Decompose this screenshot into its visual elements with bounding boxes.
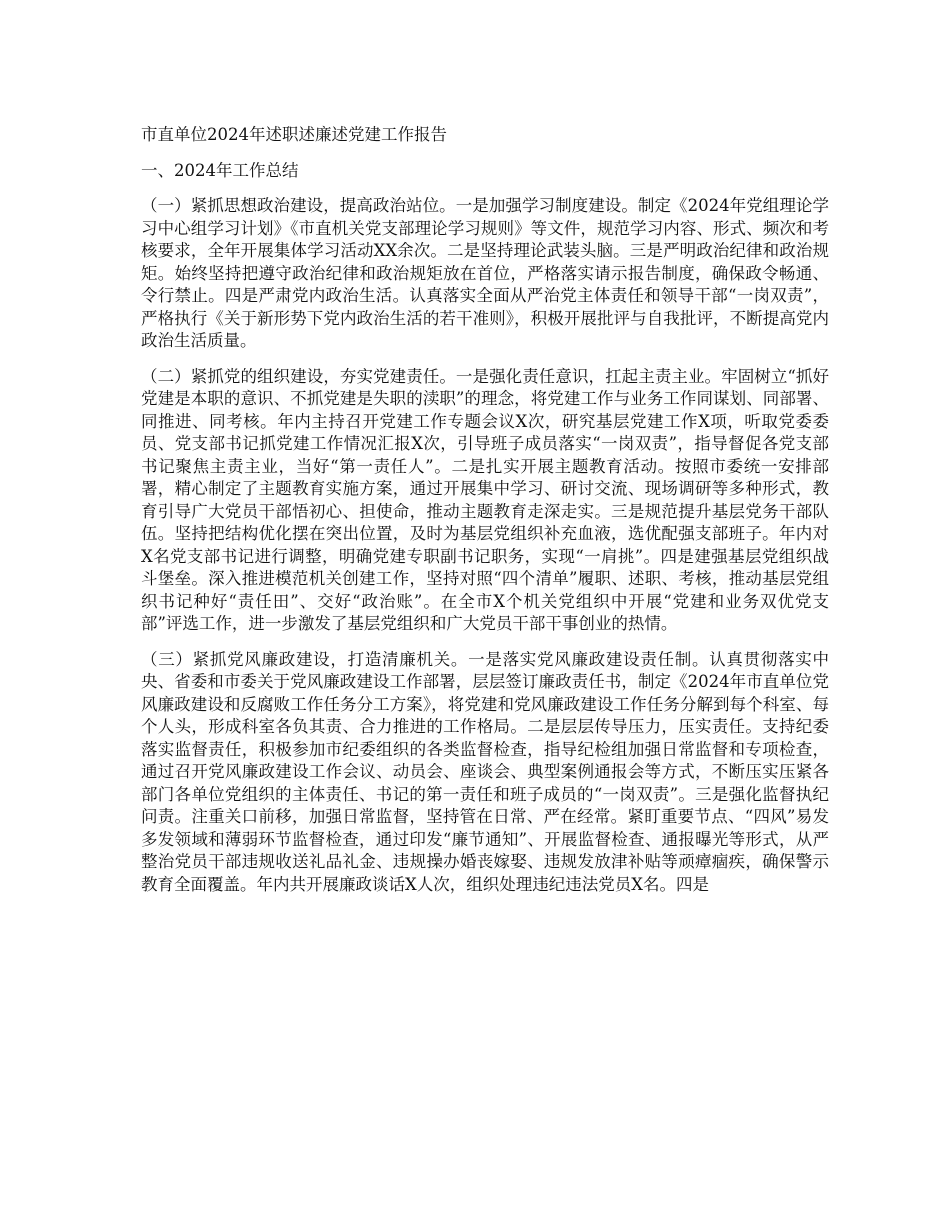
paragraph-ideological: （一）紧抓思想政治建设，提高政治站位。一是加强学习制度建设。制定《2024年党组理论学习中心组学习计划》《市直机关党支部理论学习规则》等文件，规范学习内容、形式、频次和考核要求，全年开展集体学习活动XX余次。二是坚持理论武装头脑。三是严明政治纪律和政治规矩。始终坚持把遵守政治纪律和政治规矩放在首位，严格落实请示报告制度，确保政令畅通、令行禁止。四是严肃党内政治生活。认真落实全面从严治党主体责任和领导干部“一岗双责”，严格执行《关于新形势下党内政治生活的若干准则》，积极开展批评与自我批评，不断提高党内政治生活质量。 [141,196,829,350]
document-page [141,124,829,909]
paragraph-integrity: （三）紧抓党风廉政建设，打造清廉机关。一是落实党风廉政建设责任制。认真贯彻落实中央、省委和市委关于党风廉政建设工作部署，层层签订廉政责任书，制定《2024年市直单位党风廉政建设和反腐败工作任务分工方案》，将党建和党风廉政建设工作任务分解到每个科室、每个人头，形成科室各负其责、合力推进的工作格局。二是层层传导压力，压实责任。支持纪委落实监督责任，积极参加市纪委组织的各类监督检查，指导纪检组加强日常监督和专项检查，通过召开党风廉政建设工作会议、动员会、座谈会、典型案例通报会等方式，不断压实压紧各部门各单位党组织的主体责任、书记的第一责任和班子成员的“一岗双责”。三是强化监督执纪问责。注重关口前移，加强日常监督，坚持管在日常、严在经常。紧盯重要节点、“四风”易发多发领域和薄弱环节监督检查，通过印发“廉节通知”、开展监督检查、通报曝光等形式，从严整治党员干部违规收送礼品礼金、违规操办婚丧嫁娶、违规发放津补贴等顽瘴痼疾，确保警示教育全面覆盖。年内共开展廉政谈话X人次，组织处理违纪违法党员X名。四是 [141,649,829,894]
document-title: 市直单位2024年述职述廉述党建工作报告 [141,125,447,144]
section-heading: 一、2024年工作总结 [141,160,299,180]
paragraph-organizational: （二）紧抓党的组织建设，夯实党建责任。一是强化责任意识，扛起主责主业。牢固树立“抓好党建是本职的意识、不抓党建是失职的渎职”的理念，将党建工作与业务工作同谋划、同部署、同推进、同考核。年内主持召开党建工作专题会议X次，研究基层党建工作X项，听取党委委员、党支部书记抓党建工作情况汇报X次，引导班子成员落实“一岗双责”，指导督促各党支部书记聚焦主责主业，当好“第一责任人”。二是扎实开展主题教育活动。按照市委统一安排部署，精心制定了主题教育实施方案，通过开展集中学习、研讨交流、现场调研等多种形式，教育引导广大党员干部悟初心、担使命，推动主题教育走深走实。三是规范提升基层党务干部队伍。坚持把结构优化摆在突出位置，及时为基层党组织补充血液，选优配强支部班子。年内对X名党支部书记进行调整，明确党建专职副书记职务，实现“一肩挑”。四是建强基层党组织战斗堡垒。深入推进模范机关创建工作，坚持对照“四个清单”履职、述职、考核，推动基层党组织书记种好“责任田”、交好“政治账”。在全市X个机关党组织中开展“党建和业务双优党支部”评选工作，进一步激发了基层党组织和广大党员干部干事创业的热情。 [141,366,829,633]
